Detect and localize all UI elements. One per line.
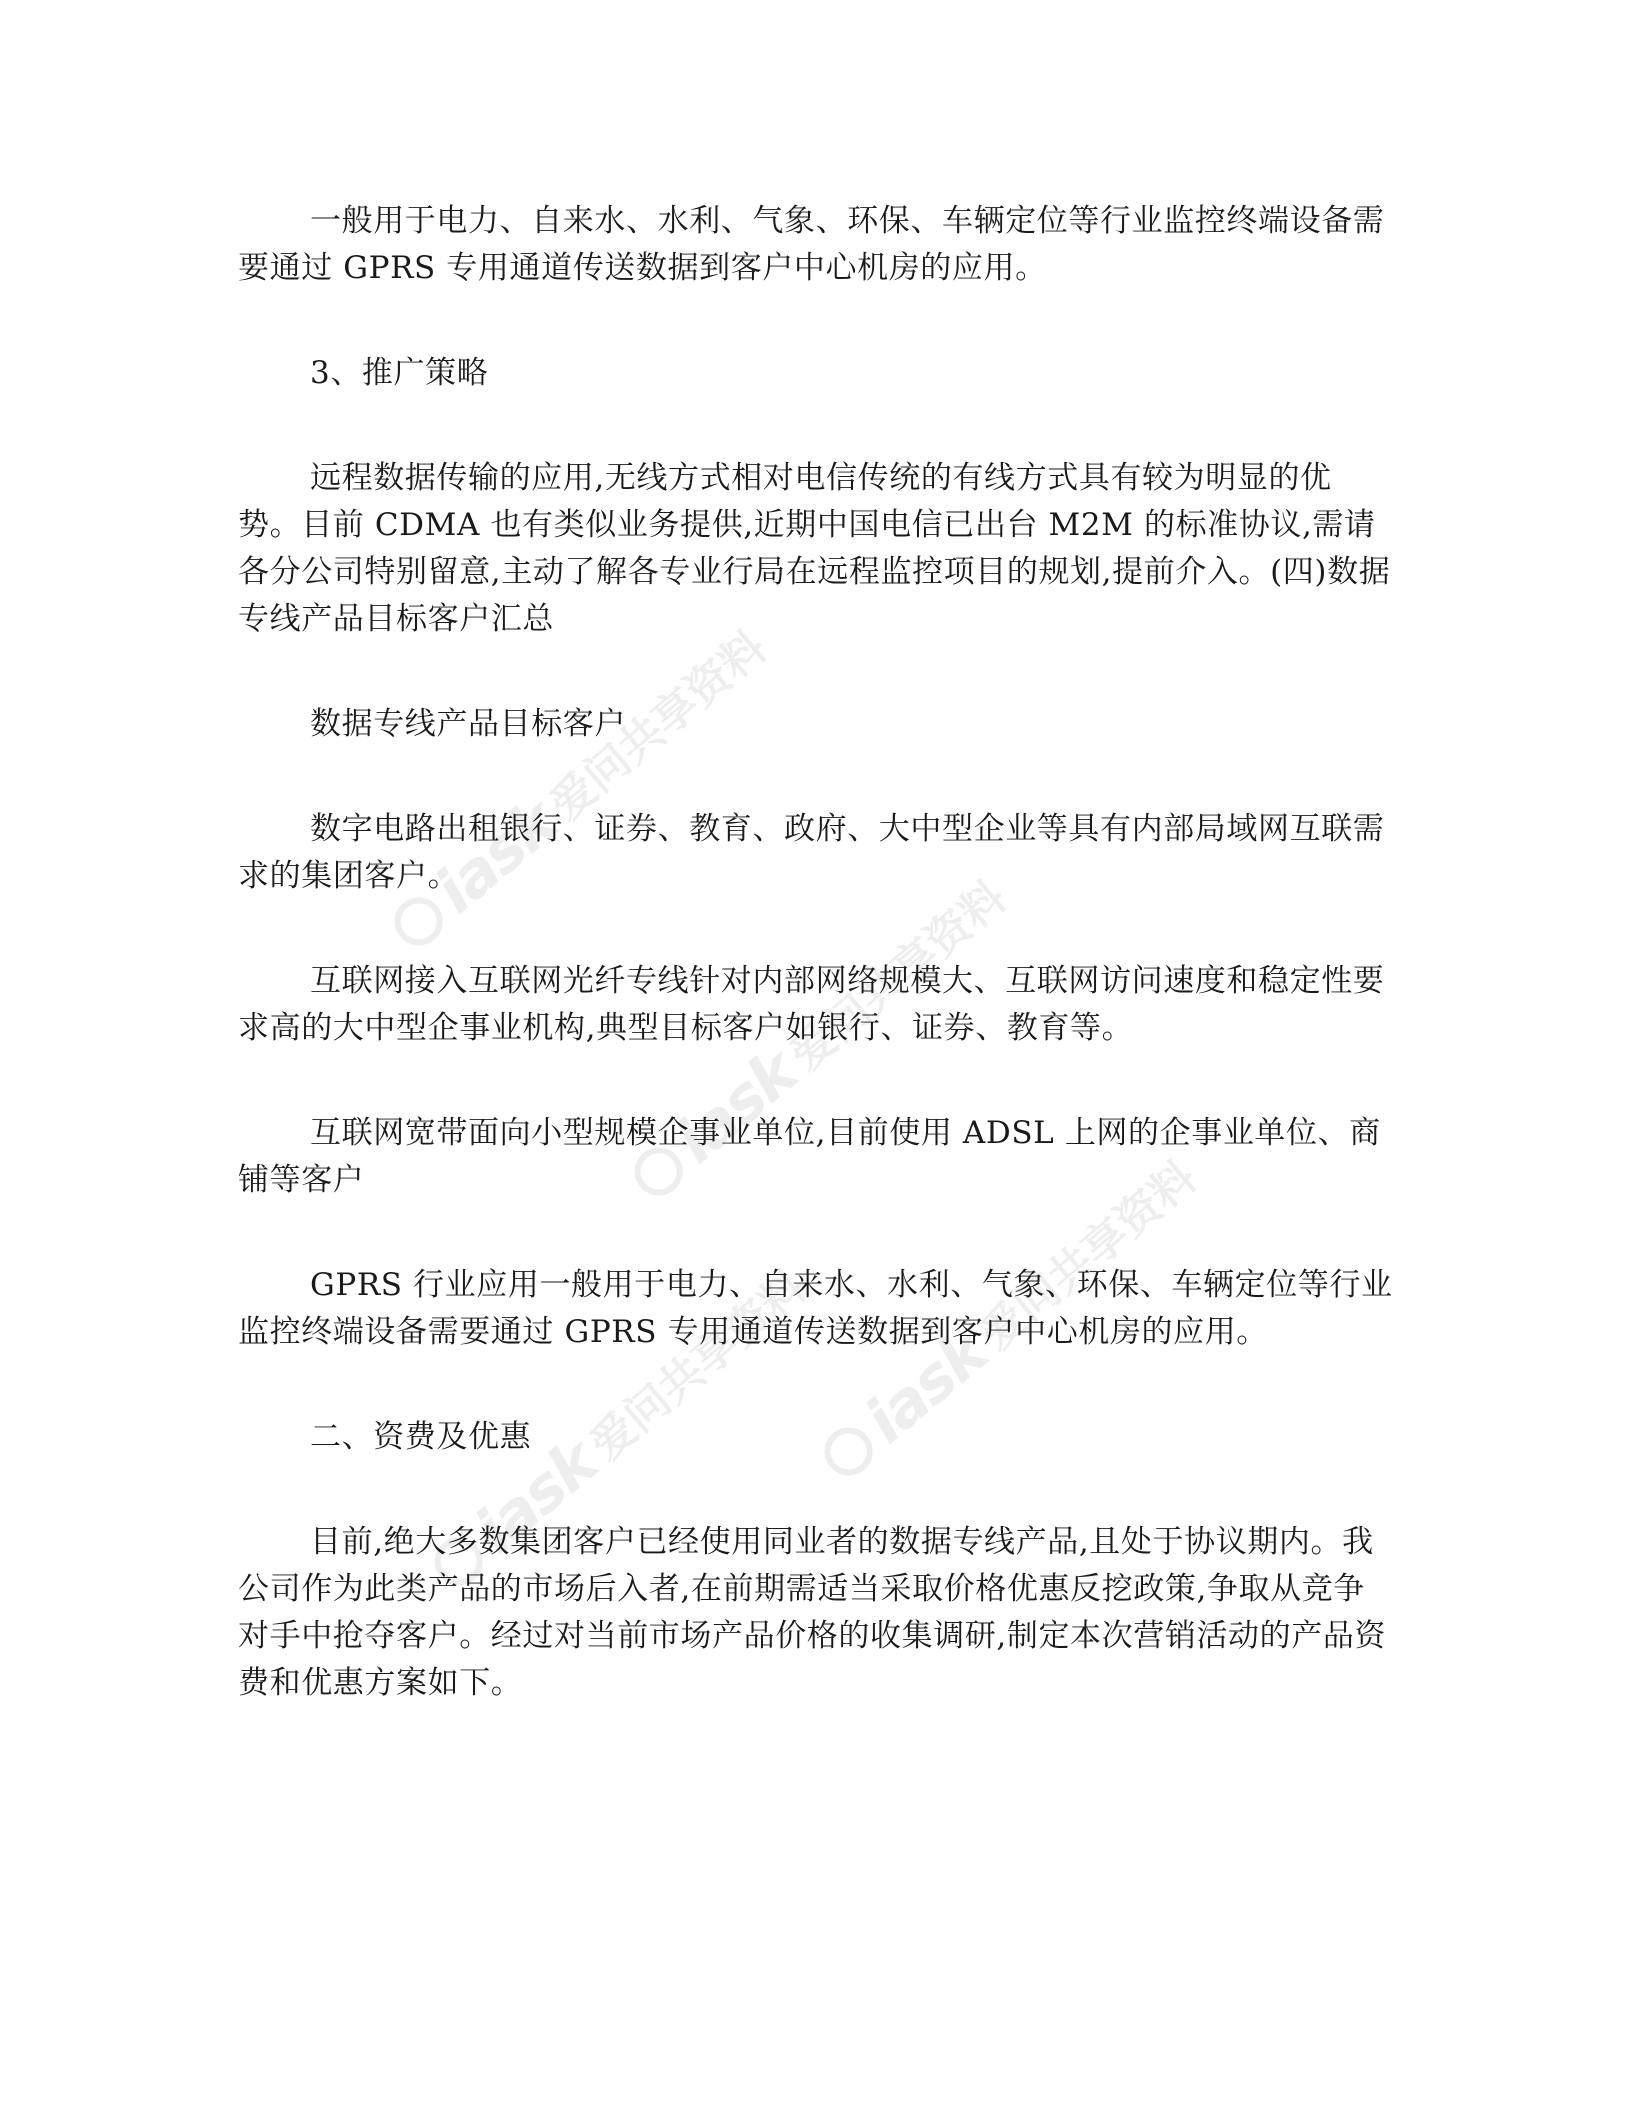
watermark-brand: iask: [850, 1315, 1000, 1458]
document-body: [238, 198, 1394, 1765]
paragraph-remote-data: 远程数据传输的应用,无线方式相对电信传统的有线方式具有较为明显的优势。目前 CDMA 也有类似业务提供,近期中国电信已出台 M2M 的标准协议,需请各分公司特别留意,主动了解各专业行局在远程监控项目的规划,提前介入。(四)数据专线产品目标客户汇总: [238, 460, 1391, 637]
watermark-text: 爱问共享资料: [780, 871, 1016, 1081]
section-heading-promotion-strategy: 3、推广策略: [310, 355, 489, 391]
paragraph-gprs-usage: 一般用于电力、自来水、水利、气象、环保、车辆定位等行业监控终端设备需要通过 GPRS 专用通道传送数据到客户中心机房的应用。: [238, 203, 1385, 286]
watermark-text: 爱问共享资料: [580, 1261, 816, 1471]
paragraph-tariff-intro: 目前,绝大多数集团客户已经使用同业者的数据专线产品,且处于协议期内。我公司作为此类产品的市场后入者,在前期需适当采取价格优惠反挖政策,争取从竞争对手中抢夺客户。经过对当前市场产品价格的收集调研,制定本次营销活动的产品资费和优惠方案如下。: [238, 1524, 1387, 1701]
watermark-brand: iask: [460, 1425, 610, 1568]
watermark-text: 爱问共享资料: [540, 621, 776, 831]
paragraph-internet-access: 互联网接入互联网光纤专线针对内部网络规模大、互联网访问速度和稳定性要求高的大中型企事业机构,典型目标客户如银行、证券、教育等。: [238, 963, 1385, 1046]
section-heading-tariff: 二、资费及优惠: [310, 1419, 532, 1455]
watermark-brand: iask: [420, 785, 570, 928]
watermark-text: 爱问共享资料: [970, 1151, 1206, 1361]
watermark-brand: iask: [660, 1035, 810, 1178]
paragraph-broadband: 互联网宽带面向小型规模企事业单位,目前使用 ADSL 上网的企事业单位、商铺等客户: [238, 1115, 1381, 1198]
paragraph-digital-circuit: 数字电路出租银行、证券、教育、政府、大中型企业等具有内部局域网互联需求的集团客户。: [238, 811, 1385, 894]
subheading-target-customers: 数据专线产品目标客户: [310, 706, 626, 742]
paragraph-gprs-industry: GPRS 行业应用一般用于电力、自来水、水利、气象、环保、车辆定位等行业监控终端设备需要通过 GPRS 专用通道传送数据到客户中心机房的应用。: [238, 1267, 1393, 1350]
